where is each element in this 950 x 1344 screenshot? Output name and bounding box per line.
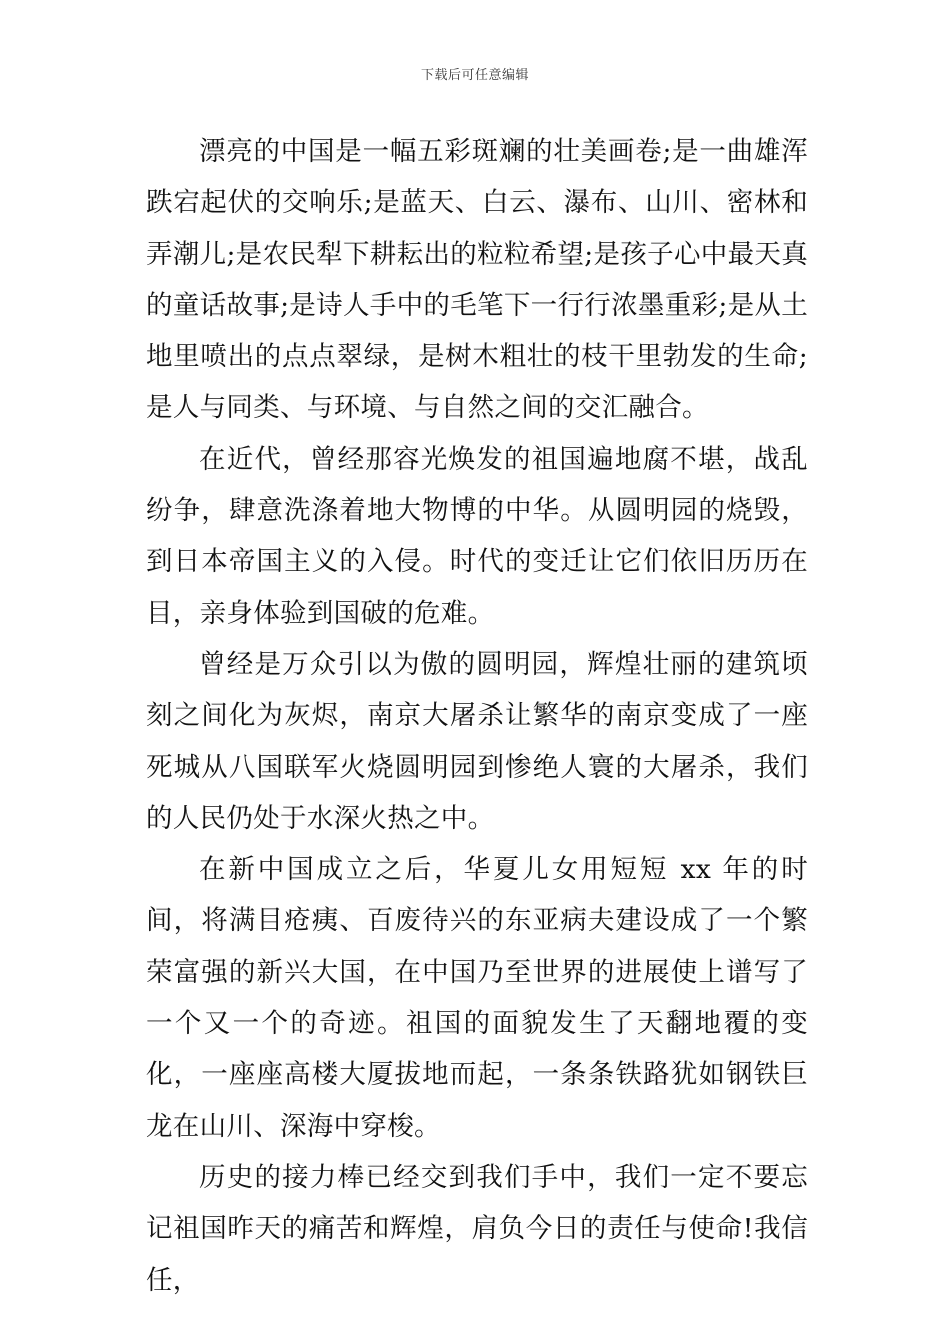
page-header: 下载后可任意编辑 <box>420 68 529 83</box>
document-body <box>146 126 808 1306</box>
paragraph: 历史的接力棒已经交到我们手中，我们一定不要忘记祖国昨天的痛苦和辉煌，肩负今日的责任与使命!我信任， <box>146 1161 808 1296</box>
paragraph: 漂亮的中国是一幅五彩斑斓的壮美画卷;是一曲雄浑跌宕起伏的交响乐;是蓝天、白云、瀑布、山川、密林和弄潮儿;是农民犁下耕耘出的粒粒希望;是孩子心中最天真的童话故事;是诗人手中的毛笔下一行行浓墨重彩;是从土地里喷出的点点翠绿，是树木粗壮的枝干里勃发的生命;是人与同类、与环境、与自然之间的交汇融合。 <box>146 136 808 424</box>
paragraph: 在近代，曾经那容光焕发的祖国遍地腐不堪，战乱纷争，肆意洗涤着地大物博的中华。从圆明园的烧毁，到日本帝国主义的入侵。时代的变迁让它们依旧历历在目，亲身体验到国破的危难。 <box>146 443 808 629</box>
paragraph: 在新中国成立之后，华夏儿女用短短 xx 年的时间，将满目疮痍、百废待兴的东亚病夫建设成了一个繁荣富强的新兴大国，在中国乃至世界的进展使上谱写了一个又一个的奇迹。祖国的面貌发生了天翻地覆的变化，一座座高楼大厦拔地而起，一条条铁路犹如钢铁巨龙在山川、深海中穿梭。 <box>146 854 808 1142</box>
paragraph: 曾经是万众引以为傲的圆明园，辉煌壮丽的建筑顷刻之间化为灰烬，南京大屠杀让繁华的南京变成了一座死城从八国联军火烧圆明园到惨绝人寰的大屠杀，我们的人民仍处于水深火热之中。 <box>146 648 808 834</box>
